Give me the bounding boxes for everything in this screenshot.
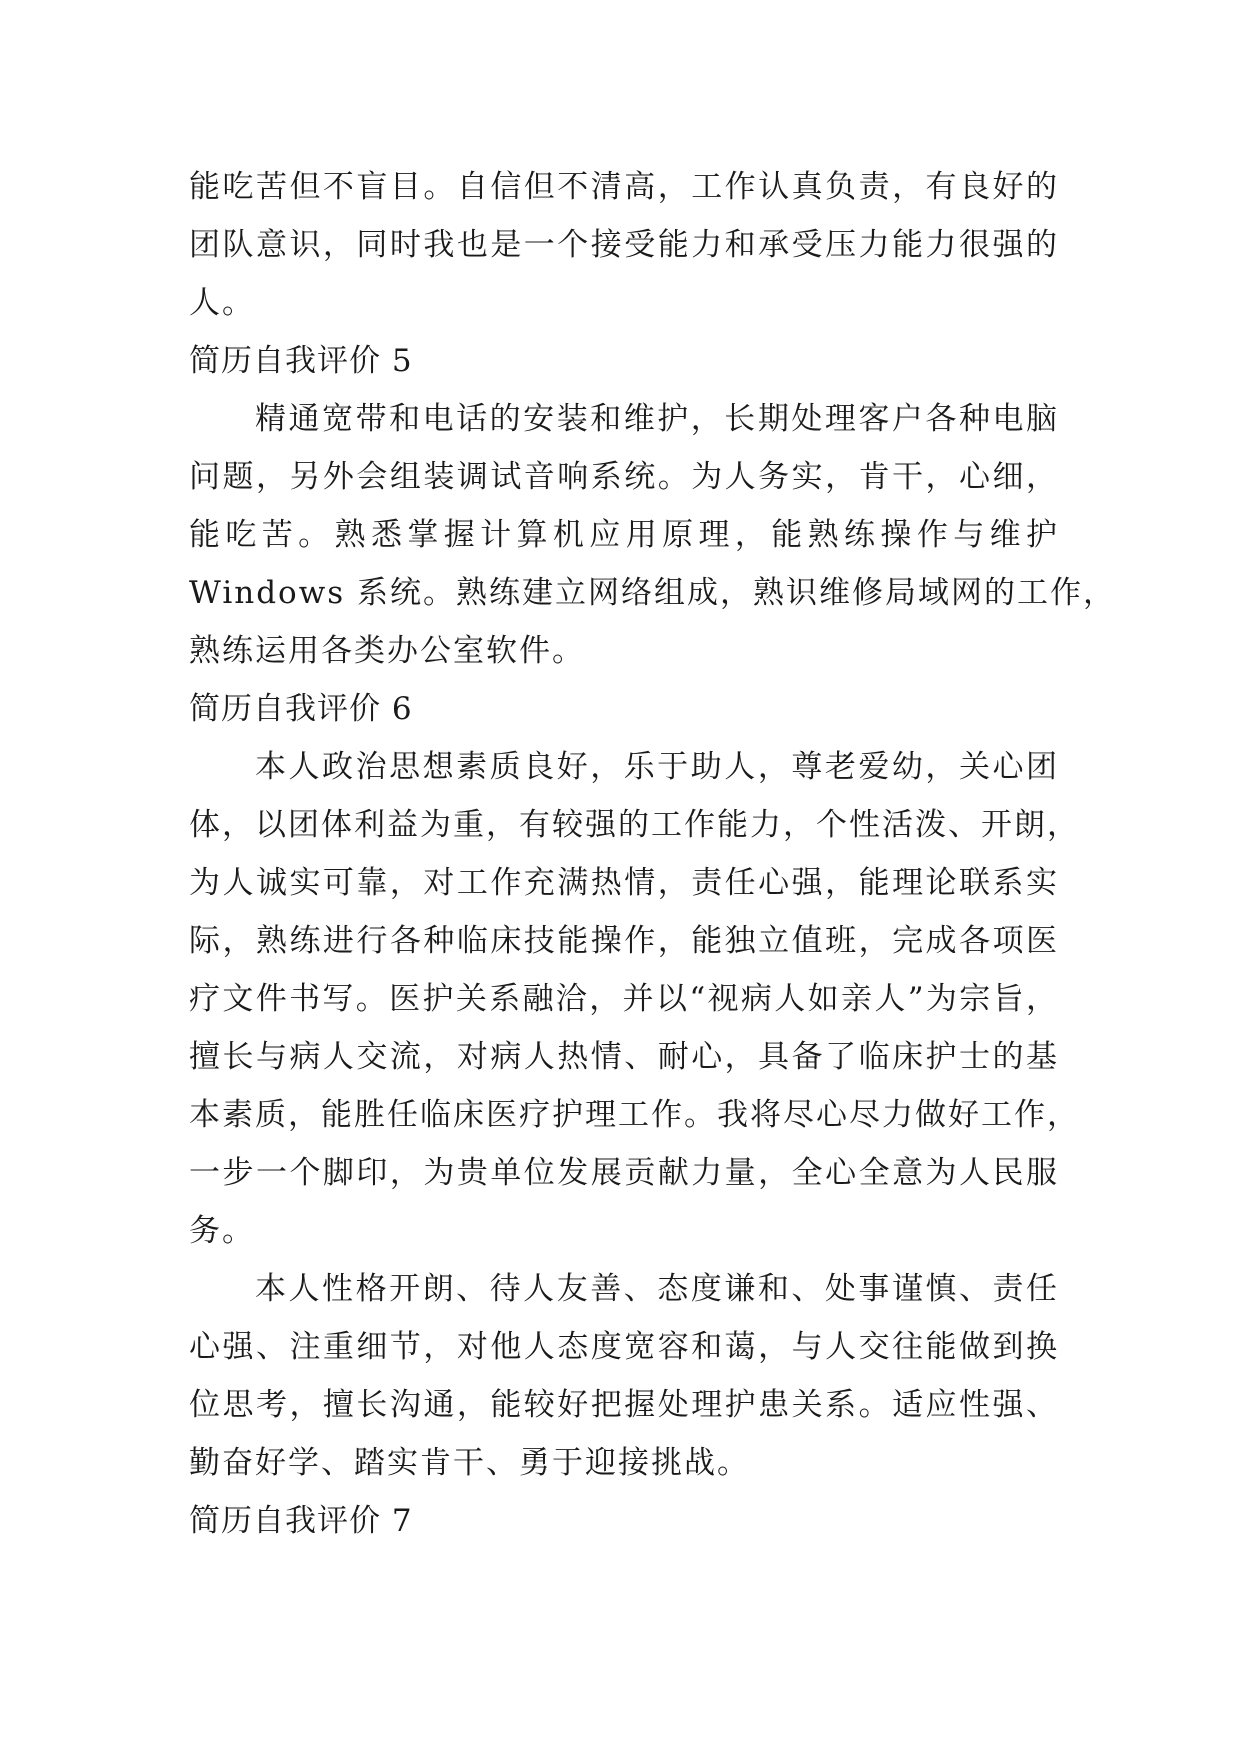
text-line: 疗文件书写。医护关系融洽，并以“视病人如亲人”为宗旨，: [189, 981, 1059, 1017]
text-line: 位思考，擅长沟通，能较好把握处理护患关系。适应性强、: [189, 1387, 1059, 1423]
text-line: 擅长与病人交流，对病人热情、耐心，具备了临床护士的基: [189, 1039, 1059, 1075]
top-paragraph: [189, 158, 1059, 332]
text-line: 心强、注重细节，对他人态度宽容和蔼，与人交往能做到换: [189, 1329, 1059, 1365]
text-line: 本素质，能胜任临床医疗护理工作。我将尽心尽力做好工作，: [189, 1097, 1080, 1133]
section-6-paragraph-2: [189, 1260, 1059, 1492]
text-line: 能吃苦。熟悉掌握计算机应用原理，能熟练操作与维护: [189, 517, 1059, 553]
section-heading-6: 简历自我评价 6: [189, 691, 413, 727]
text-line: 务。: [189, 1213, 255, 1249]
text-line: 体，以团体利益为重，有较强的工作能力，个性活泼、开朗，: [189, 807, 1080, 843]
text-line: 精通宽带和电话的安装和维护，长期处理客户各种电脑: [255, 401, 1059, 437]
text-line: 能吃苦但不盲目。自信但不清高，工作认真负责，有良好的: [189, 169, 1059, 205]
text-line: 人。: [189, 285, 255, 321]
text-line: 勤奋好学、踏实肯干、勇于迎接挑战。: [189, 1445, 750, 1481]
section-heading-5: 简历自我评价 5: [189, 343, 413, 379]
text-line: 熟练运用各类办公室软件。: [189, 633, 585, 669]
section-6-paragraph-1: [189, 738, 1080, 1260]
text-line: 本人性格开朗、待人友善、态度谦和、处事谨慎、责任: [255, 1271, 1059, 1307]
text-line: 为人诚实可靠，对工作充满热情，责任心强，能理论联系实: [189, 865, 1059, 901]
section-heading-7: 简历自我评价 7: [189, 1503, 413, 1539]
text-line: 团队意识，同时我也是一个接受能力和承受压力能力很强的: [189, 227, 1059, 263]
text-line: 问题，另外会组装调试音响系统。为人务实，肯干，心细，: [189, 459, 1059, 495]
text-line: 一步一个脚印，为贵单位发展贡献力量，全心全意为人民服: [189, 1155, 1059, 1191]
text-line: 本人政治思想素质良好，乐于助人，尊老爱幼，关心团: [255, 749, 1059, 785]
document-body: [189, 158, 1117, 1550]
text-line: Windows 系统。熟练建立网络组成，熟识维修局域网的工作，: [189, 575, 1117, 611]
section-5-paragraph: [189, 390, 1117, 680]
text-line: 际，熟练进行各种临床技能操作，能独立值班，完成各项医: [189, 923, 1059, 959]
